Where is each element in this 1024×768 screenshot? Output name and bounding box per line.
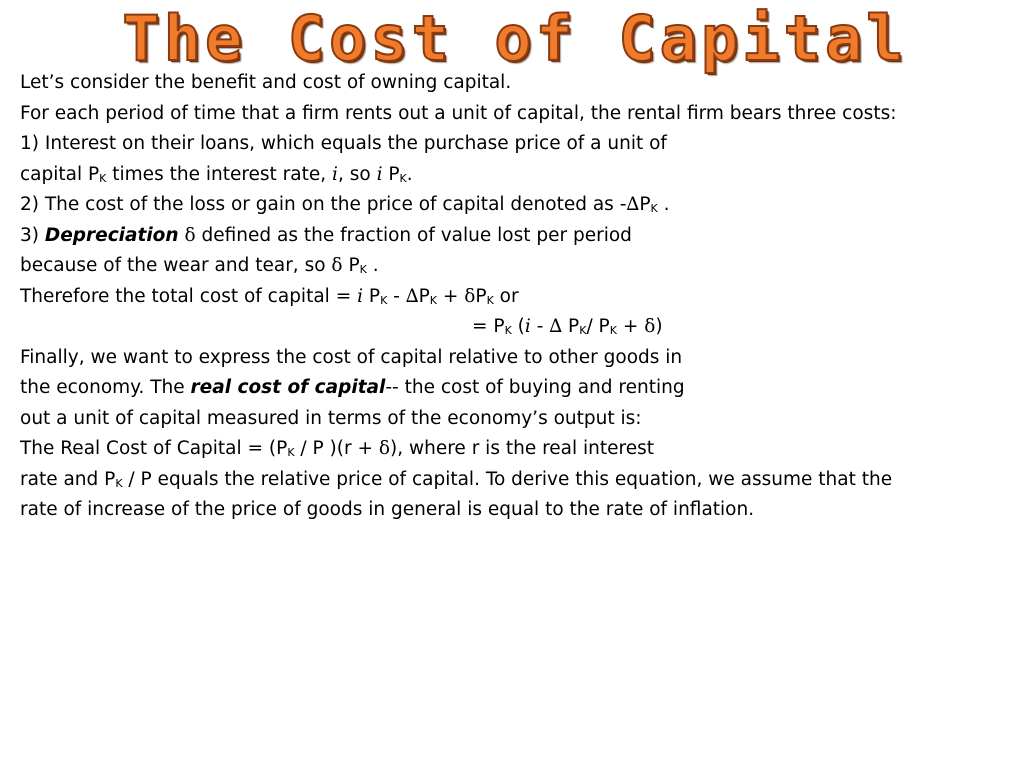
equals-symbol: = bbox=[335, 285, 352, 307]
real-cost-of-capital-term: real cost of capital bbox=[190, 377, 386, 398]
text-run: . bbox=[366, 255, 379, 276]
subscript: K bbox=[399, 171, 407, 185]
text-run: P bbox=[342, 255, 360, 276]
slide-title: The Cost of Capital bbox=[122, 2, 908, 75]
subscript: K bbox=[486, 293, 494, 307]
text-run: For each period of time that a firm rents out a unit of capital, the rental firm bears three costs: bbox=[20, 102, 897, 124]
subscript: K bbox=[99, 171, 107, 185]
text-run: the economy. The bbox=[20, 377, 191, 398]
subscript: K bbox=[429, 293, 438, 307]
text-run: ), where r is the real interest bbox=[390, 438, 654, 459]
depreciation-symbol: δ bbox=[184, 224, 196, 246]
delta-symbol: ∆ bbox=[626, 194, 640, 215]
text-run: P bbox=[418, 285, 430, 307]
text-run: + bbox=[437, 285, 465, 307]
body-line bbox=[20, 99, 1010, 130]
depreciation-symbol: δ bbox=[331, 255, 343, 276]
interest-rate-symbol: i bbox=[376, 163, 383, 185]
delta-symbol: ∆ bbox=[549, 316, 563, 337]
text-run: because of the wear and tear, so bbox=[20, 255, 332, 276]
subscript: K bbox=[287, 446, 295, 459]
text-run: P bbox=[475, 285, 487, 307]
body-line bbox=[20, 251, 1010, 282]
text-run: Finally, we want to express the cost of capital relative to other goods in bbox=[20, 346, 683, 368]
subscript: K bbox=[650, 202, 658, 215]
body-line bbox=[20, 221, 1010, 252]
text-run: Let’s consider the benefit and cost of owning capital. bbox=[20, 72, 512, 93]
subscript: K bbox=[115, 476, 123, 490]
text-run: Therefore the total cost of capital bbox=[20, 285, 336, 307]
text-run: P bbox=[487, 316, 505, 337]
text-run: times the interest rate, bbox=[106, 163, 333, 185]
body-line bbox=[20, 190, 1010, 221]
interest-rate-symbol: i bbox=[332, 163, 338, 185]
text-run: P bbox=[562, 316, 580, 337]
text-run: (P bbox=[263, 438, 288, 459]
text-run: 3) bbox=[20, 224, 45, 246]
text-run: or bbox=[493, 285, 519, 307]
text-run: . bbox=[657, 194, 670, 215]
depreciation-symbol: δ bbox=[644, 316, 656, 337]
text-run: ) bbox=[655, 316, 663, 337]
text-run: , so bbox=[337, 163, 377, 185]
body-line bbox=[20, 129, 1010, 160]
subscript: K bbox=[579, 324, 587, 337]
subscript: K bbox=[359, 263, 367, 276]
subscript: K bbox=[609, 324, 617, 337]
text-run: rate of increase of the price of goods in general is equal to the rate of inflation. bbox=[20, 499, 755, 520]
interest-rate-symbol: i bbox=[524, 316, 531, 337]
equals-symbol: = bbox=[472, 316, 488, 337]
text-run: P bbox=[382, 163, 400, 185]
depreciation-term: Depreciation bbox=[44, 224, 179, 246]
body-line bbox=[20, 434, 1010, 465]
text-run: The Real Cost of Capital bbox=[20, 438, 248, 459]
equals-symbol: = bbox=[247, 438, 264, 459]
text-run: / P )(r + bbox=[294, 438, 379, 459]
text-run: capital P bbox=[20, 163, 100, 185]
text-run: - bbox=[387, 285, 406, 307]
text-run: - bbox=[530, 316, 550, 337]
body-line bbox=[20, 160, 1010, 191]
text-run: 2) The cost of the loss or gain on the price of capital denoted as - bbox=[20, 194, 627, 215]
depreciation-symbol: δ bbox=[464, 285, 476, 307]
slide-body bbox=[20, 68, 1010, 526]
body-line bbox=[20, 373, 1010, 404]
text-run: P bbox=[639, 194, 651, 215]
text-run: out a unit of capital measured in terms of the economy’s output is: bbox=[20, 407, 642, 429]
body-line bbox=[20, 282, 1010, 313]
interest-rate-symbol: i bbox=[357, 285, 364, 307]
body-line bbox=[20, 68, 1010, 99]
text-run: ( bbox=[511, 316, 525, 337]
subscript: K bbox=[504, 324, 512, 337]
text-run: / P bbox=[586, 316, 610, 337]
text-run: . bbox=[406, 163, 413, 185]
depreciation-symbol: δ bbox=[378, 438, 391, 459]
body-line bbox=[20, 465, 1010, 496]
text-run: / P equals the relative price of capital. To derive this equation, we assume that the bbox=[122, 468, 893, 490]
text-run: -- the cost of buying and renting bbox=[385, 377, 685, 398]
text-run: P bbox=[363, 285, 381, 307]
body-line bbox=[20, 343, 1010, 374]
body-line bbox=[20, 495, 1010, 526]
text-run: defined as the fraction of value lost per period bbox=[195, 224, 632, 246]
delta-symbol: ∆ bbox=[405, 285, 419, 307]
body-line bbox=[20, 312, 1010, 343]
text-run: 1) Interest on their loans, which equals the purchase price of a unit of bbox=[20, 133, 667, 154]
body-line bbox=[20, 404, 1010, 435]
subscript: K bbox=[380, 293, 388, 307]
text-run: rate and P bbox=[20, 468, 116, 490]
text-run: + bbox=[616, 316, 645, 337]
